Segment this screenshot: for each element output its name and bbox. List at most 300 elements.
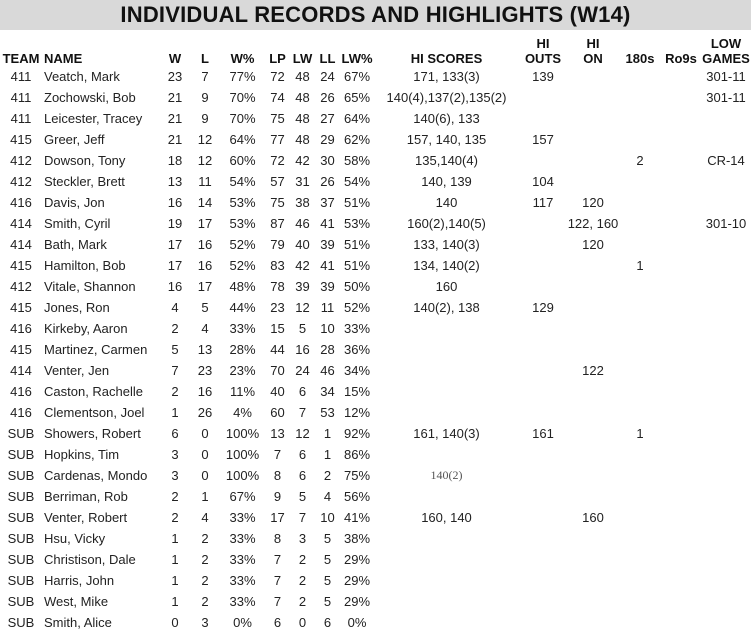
cell-hi-outs bbox=[519, 360, 567, 381]
cell-ro9s bbox=[661, 108, 701, 129]
cell-wpct: 54% bbox=[229, 174, 256, 189]
cell-name: Bath, Mark bbox=[44, 237, 107, 252]
cell-lwpct: 62% bbox=[343, 132, 371, 147]
cell-ro9s bbox=[661, 612, 701, 633]
cell-180s bbox=[619, 192, 661, 213]
cell-180s bbox=[619, 129, 661, 150]
cell-lwpct: 51% bbox=[343, 258, 371, 273]
cell-lwpct: 58% bbox=[343, 153, 371, 168]
cell-lp: 7 bbox=[273, 552, 282, 567]
cell-ro9s bbox=[661, 150, 701, 171]
cell-wpct: 44% bbox=[229, 300, 256, 315]
cell-lw: 46 bbox=[295, 216, 310, 231]
cell-low-games bbox=[701, 507, 751, 528]
cell-lw: 2 bbox=[298, 594, 307, 609]
cell-team: 412 bbox=[10, 279, 32, 294]
cell-low-games: 301-11 bbox=[706, 69, 746, 84]
cell-ro9s bbox=[661, 129, 701, 150]
cell-lw: 12 bbox=[295, 300, 310, 315]
cell-hi-outs bbox=[519, 486, 567, 507]
cell-lwpct: 56% bbox=[343, 489, 371, 504]
cell-ll: 2 bbox=[323, 468, 332, 483]
cell-ll: 10 bbox=[320, 510, 335, 525]
cell-180s bbox=[619, 444, 661, 465]
table-row bbox=[0, 255, 751, 276]
cell-ro9s bbox=[661, 360, 701, 381]
cell-180s bbox=[619, 234, 661, 255]
cell-lwpct: 29% bbox=[343, 573, 371, 588]
cell-w: 5 bbox=[171, 342, 179, 357]
cell-hi-scores: 140, 139 bbox=[421, 174, 472, 189]
cell-lp: 23 bbox=[270, 300, 285, 315]
cell-hi-on bbox=[567, 444, 619, 465]
cell-ro9s bbox=[661, 192, 701, 213]
cell-wpct: 64% bbox=[229, 132, 256, 147]
cell-hi-outs bbox=[519, 570, 567, 591]
col-header-hi-outs-line1: HI bbox=[536, 36, 550, 51]
cell-hi-outs bbox=[519, 507, 567, 528]
cell-team: SUB bbox=[7, 447, 35, 462]
cell-hi-scores: 140(4),137(2),135(2) bbox=[386, 90, 507, 105]
cell-wpct: 100% bbox=[225, 426, 260, 441]
cell-lwpct: 29% bbox=[343, 552, 371, 567]
col-header-lw: LW bbox=[292, 51, 313, 66]
table-row bbox=[0, 591, 751, 612]
cell-wpct: 53% bbox=[229, 216, 256, 231]
cell-hi-outs bbox=[519, 318, 567, 339]
cell-lw: 40 bbox=[295, 237, 310, 252]
cell-l: 17 bbox=[197, 216, 213, 231]
cell-hi-on: 122, 160 bbox=[567, 216, 619, 231]
cell-lp: 77 bbox=[270, 132, 285, 147]
cell-l: 9 bbox=[201, 111, 209, 126]
cell-180s: 2 bbox=[636, 153, 644, 168]
cell-team: SUB bbox=[7, 552, 35, 567]
cell-l: 26 bbox=[197, 405, 213, 420]
cell-ro9s bbox=[661, 87, 701, 108]
table-row bbox=[0, 297, 751, 318]
cell-ro9s bbox=[661, 528, 701, 549]
cell-lw: 38 bbox=[295, 195, 310, 210]
cell-lwpct: 75% bbox=[343, 468, 371, 483]
cell-ll: 24 bbox=[320, 69, 335, 84]
cell-hi-outs bbox=[519, 528, 567, 549]
cell-lwpct: 54% bbox=[343, 174, 371, 189]
cell-ll: 5 bbox=[323, 573, 332, 588]
cell-180s bbox=[619, 549, 661, 570]
cell-hi-scores: 171, 133(3) bbox=[413, 69, 480, 84]
cell-hi-on bbox=[567, 276, 619, 297]
cell-hi-on bbox=[567, 129, 619, 150]
cell-name: Smith, Alice bbox=[44, 615, 112, 630]
cell-hi-on bbox=[567, 171, 619, 192]
cell-ll: 5 bbox=[323, 531, 332, 546]
table-row bbox=[0, 423, 751, 444]
cell-w: 17 bbox=[167, 258, 183, 273]
cell-hi-scores bbox=[374, 381, 519, 402]
cell-180s bbox=[619, 339, 661, 360]
cell-low-games bbox=[701, 255, 751, 276]
cell-hi-on bbox=[567, 612, 619, 633]
cell-ro9s bbox=[661, 297, 701, 318]
cell-team: 414 bbox=[10, 363, 32, 378]
cell-team: 415 bbox=[10, 342, 32, 357]
table-row bbox=[0, 129, 751, 150]
col-header-180s: 180s bbox=[625, 51, 655, 66]
cell-low-games bbox=[701, 108, 751, 129]
cell-ll: 5 bbox=[323, 552, 332, 567]
cell-ll: 39 bbox=[320, 237, 335, 252]
cell-lwpct: 33% bbox=[343, 321, 371, 336]
cell-lw: 6 bbox=[298, 384, 307, 399]
cell-name: West, Mike bbox=[44, 594, 109, 609]
col-header-hi-on bbox=[567, 30, 619, 66]
table-row bbox=[0, 381, 751, 402]
cell-wpct: 23% bbox=[229, 363, 256, 378]
cell-w: 3 bbox=[171, 468, 179, 483]
cell-180s: 1 bbox=[636, 426, 644, 441]
cell-hi-scores: 140 bbox=[435, 195, 458, 210]
cell-wpct: 77% bbox=[229, 69, 256, 84]
cell-hi-outs bbox=[519, 612, 567, 633]
cell-hi-scores: 134, 140(2) bbox=[413, 258, 480, 273]
cell-180s bbox=[619, 381, 661, 402]
cell-w: 2 bbox=[171, 321, 179, 336]
table-row bbox=[0, 318, 751, 339]
cell-hi-scores bbox=[374, 318, 519, 339]
col-header-low-games-line2: GAMES bbox=[702, 51, 750, 66]
cell-ll: 46 bbox=[320, 363, 335, 378]
cell-low-games bbox=[701, 276, 751, 297]
cell-name: Showers, Robert bbox=[44, 426, 141, 441]
cell-180s bbox=[619, 213, 661, 234]
cell-hi-scores: 140(6), 133 bbox=[413, 111, 480, 126]
cell-180s bbox=[619, 276, 661, 297]
cell-hi-scores: 133, 140(3) bbox=[413, 237, 480, 252]
cell-low-games bbox=[701, 486, 751, 507]
cell-hi-on bbox=[567, 87, 619, 108]
cell-hi-scores bbox=[374, 402, 519, 423]
cell-lp: 15 bbox=[270, 321, 285, 336]
cell-180s bbox=[619, 528, 661, 549]
cell-w: 21 bbox=[167, 132, 183, 147]
cell-hi-on bbox=[567, 570, 619, 591]
col-header-hi-outs-line2: OUTS bbox=[524, 51, 562, 66]
cell-name: Jones, Ron bbox=[44, 300, 110, 315]
col-header-w: W bbox=[168, 51, 182, 66]
cell-hi-outs: 139 bbox=[532, 69, 554, 84]
cell-low-games bbox=[701, 423, 751, 444]
cell-180s bbox=[619, 486, 661, 507]
cell-w: 0 bbox=[171, 615, 179, 630]
cell-w: 16 bbox=[167, 195, 183, 210]
cell-180s bbox=[619, 87, 661, 108]
cell-lp: 74 bbox=[270, 90, 285, 105]
cell-lp: 6 bbox=[273, 615, 282, 630]
cell-low-games bbox=[701, 129, 751, 150]
table-row bbox=[0, 150, 751, 171]
cell-team: SUB bbox=[7, 510, 35, 525]
cell-w: 2 bbox=[171, 384, 179, 399]
cell-l: 23 bbox=[197, 363, 213, 378]
cell-180s bbox=[619, 465, 661, 486]
cell-low-games bbox=[701, 339, 751, 360]
col-header-ll: LL bbox=[319, 51, 336, 66]
cell-name: Zochowski, Bob bbox=[44, 90, 136, 105]
cell-hi-scores: 160(2),140(5) bbox=[407, 216, 486, 231]
cell-l: 11 bbox=[198, 174, 212, 189]
cell-lp: 79 bbox=[270, 237, 285, 252]
col-header-wpct: W% bbox=[230, 51, 255, 66]
cell-ro9s bbox=[661, 570, 701, 591]
cell-ll: 10 bbox=[320, 321, 335, 336]
cell-lp: 44 bbox=[270, 342, 285, 357]
cell-hi-outs bbox=[519, 213, 567, 234]
cell-lp: 60 bbox=[270, 405, 285, 420]
cell-name: Venter, Jen bbox=[44, 363, 110, 378]
cell-low-games bbox=[701, 192, 751, 213]
cell-ro9s bbox=[661, 276, 701, 297]
cell-hi-outs bbox=[519, 444, 567, 465]
cell-lw: 5 bbox=[298, 321, 307, 336]
cell-hi-scores: 160, 140 bbox=[421, 510, 472, 525]
cell-ro9s bbox=[661, 402, 701, 423]
cell-wpct: 33% bbox=[229, 510, 256, 525]
cell-team: 411 bbox=[10, 90, 32, 105]
cell-hi-on bbox=[567, 486, 619, 507]
cell-l: 2 bbox=[201, 573, 209, 588]
cell-lp: 40 bbox=[270, 384, 285, 399]
cell-l: 0 bbox=[201, 426, 209, 441]
cell-low-games bbox=[701, 297, 751, 318]
cell-ll: 39 bbox=[320, 279, 335, 294]
cell-hi-on: 120 bbox=[582, 195, 604, 210]
records-table bbox=[0, 30, 751, 633]
cell-ro9s bbox=[661, 234, 701, 255]
table-row bbox=[0, 486, 751, 507]
cell-lp: 17 bbox=[270, 510, 285, 525]
cell-lw: 0 bbox=[298, 615, 307, 630]
table-row bbox=[0, 360, 751, 381]
cell-ll: 37 bbox=[320, 195, 335, 210]
col-header-ro9s: Ro9s bbox=[665, 51, 697, 66]
cell-team: SUB bbox=[7, 573, 35, 588]
cell-lwpct: 34% bbox=[343, 363, 371, 378]
cell-l: 14 bbox=[197, 195, 213, 210]
cell-hi-outs bbox=[519, 381, 567, 402]
cell-wpct: 33% bbox=[229, 573, 256, 588]
cell-lw: 48 bbox=[295, 111, 310, 126]
cell-team: SUB bbox=[7, 594, 35, 609]
page-title: INDIVIDUAL RECORDS AND HIGHLIGHTS (W14) bbox=[0, 0, 751, 30]
cell-hi-outs: 117 bbox=[532, 195, 554, 210]
cell-team: SUB bbox=[7, 468, 35, 483]
cell-low-games bbox=[701, 528, 751, 549]
cell-team: 415 bbox=[10, 300, 32, 315]
cell-hi-outs: 129 bbox=[532, 300, 554, 315]
cell-ll: 27 bbox=[320, 111, 335, 126]
cell-hi-on bbox=[567, 381, 619, 402]
cell-w: 6 bbox=[171, 426, 179, 441]
cell-w: 21 bbox=[167, 90, 183, 105]
cell-ll: 26 bbox=[320, 174, 335, 189]
cell-team: 415 bbox=[10, 258, 32, 273]
cell-low-games bbox=[701, 591, 751, 612]
cell-name: Hamilton, Bob bbox=[44, 258, 126, 273]
cell-lw: 2 bbox=[298, 573, 307, 588]
cell-name: Berriman, Rob bbox=[44, 489, 128, 504]
cell-name: Veatch, Mark bbox=[44, 69, 120, 84]
cell-180s bbox=[619, 402, 661, 423]
cell-hi-on bbox=[567, 150, 619, 171]
col-header-low-games-line1: LOW bbox=[710, 36, 742, 51]
cell-ll: 30 bbox=[320, 153, 335, 168]
cell-l: 3 bbox=[201, 615, 209, 630]
cell-team: SUB bbox=[7, 489, 35, 504]
cell-hi-scores: 140(2), 138 bbox=[413, 300, 480, 315]
cell-lp: 7 bbox=[273, 573, 282, 588]
cell-ro9s bbox=[661, 486, 701, 507]
cell-low-games bbox=[701, 570, 751, 591]
cell-ro9s bbox=[661, 381, 701, 402]
cell-l: 4 bbox=[201, 510, 209, 525]
cell-ro9s bbox=[661, 171, 701, 192]
cell-lwpct: 64% bbox=[343, 111, 371, 126]
cell-lwpct: 38% bbox=[343, 531, 371, 546]
cell-180s bbox=[619, 570, 661, 591]
cell-lp: 7 bbox=[273, 447, 282, 462]
cell-name: Hsu, Vicky bbox=[44, 531, 106, 546]
cell-lwpct: 51% bbox=[343, 195, 371, 210]
table-row bbox=[0, 528, 751, 549]
cell-wpct: 100% bbox=[225, 447, 260, 462]
table-row bbox=[0, 612, 751, 633]
cell-team: 416 bbox=[10, 384, 32, 399]
cell-wpct: 52% bbox=[229, 237, 256, 252]
cell-lw: 39 bbox=[295, 279, 310, 294]
cell-team: 412 bbox=[10, 174, 32, 189]
cell-l: 9 bbox=[201, 90, 209, 105]
cell-lw: 31 bbox=[295, 174, 310, 189]
cell-low-games bbox=[701, 381, 751, 402]
cell-ro9s bbox=[661, 465, 701, 486]
cell-hi-outs bbox=[519, 402, 567, 423]
table-row bbox=[0, 444, 751, 465]
cell-name: Vitale, Shannon bbox=[44, 279, 136, 294]
col-header-hi-scores: HI SCORES bbox=[410, 51, 483, 66]
cell-lp: 87 bbox=[270, 216, 285, 231]
cell-low-games: CR-14 bbox=[707, 153, 745, 168]
cell-lwpct: 12% bbox=[343, 405, 371, 420]
cell-hi-outs bbox=[519, 234, 567, 255]
cell-wpct: 52% bbox=[229, 258, 256, 273]
cell-hi-on bbox=[567, 255, 619, 276]
cell-l: 17 bbox=[197, 279, 213, 294]
cell-w: 2 bbox=[171, 489, 179, 504]
table-row bbox=[0, 192, 751, 213]
table-row bbox=[0, 570, 751, 591]
cell-wpct: 28% bbox=[229, 342, 256, 357]
cell-lp: 7 bbox=[273, 594, 282, 609]
cell-hi-on bbox=[567, 549, 619, 570]
cell-lw: 5 bbox=[298, 489, 307, 504]
cell-lw: 2 bbox=[298, 552, 307, 567]
cell-team: 412 bbox=[10, 153, 32, 168]
cell-ro9s bbox=[661, 423, 701, 444]
col-header-lwpct: LW% bbox=[341, 51, 373, 66]
cell-name: Clementson, Joel bbox=[44, 405, 145, 420]
table-row bbox=[0, 339, 751, 360]
cell-ro9s bbox=[661, 213, 701, 234]
cell-hi-on bbox=[567, 339, 619, 360]
cell-hi-on: 120 bbox=[582, 237, 604, 252]
cell-ll: 1 bbox=[323, 447, 332, 462]
cell-l: 16 bbox=[197, 258, 213, 273]
cell-name: Leicester, Tracey bbox=[44, 111, 143, 126]
cell-name: Caston, Rachelle bbox=[44, 384, 143, 399]
cell-hi-scores bbox=[374, 339, 519, 360]
cell-wpct: 67% bbox=[229, 489, 256, 504]
col-header-l: L bbox=[201, 51, 209, 66]
cell-lwpct: 92% bbox=[343, 426, 371, 441]
cell-lp: 70 bbox=[270, 363, 285, 378]
cell-lwpct: 15% bbox=[343, 384, 371, 399]
cell-low-games bbox=[701, 171, 751, 192]
cell-lwpct: 0% bbox=[347, 615, 367, 630]
cell-hi-scores bbox=[374, 570, 519, 591]
cell-name: Smith, Cyril bbox=[44, 216, 111, 231]
cell-hi-scores bbox=[374, 444, 519, 465]
cell-name: Venter, Robert bbox=[44, 510, 128, 525]
cell-lw: 42 bbox=[295, 258, 310, 273]
cell-low-games: 301-11 bbox=[706, 90, 746, 105]
cell-l: 5 bbox=[201, 300, 209, 315]
cell-w: 17 bbox=[167, 237, 183, 252]
cell-team: 416 bbox=[10, 195, 32, 210]
cell-hi-on bbox=[567, 402, 619, 423]
cell-180s bbox=[619, 591, 661, 612]
cell-hi-on bbox=[567, 318, 619, 339]
cell-wpct: 0% bbox=[233, 615, 252, 630]
cell-ro9s bbox=[661, 318, 701, 339]
cell-lw: 48 bbox=[295, 69, 310, 84]
cell-wpct: 70% bbox=[229, 90, 256, 105]
table-row bbox=[0, 66, 751, 87]
cell-hi-outs bbox=[519, 108, 567, 129]
cell-lwpct: 86% bbox=[343, 447, 371, 462]
cell-lwpct: 36% bbox=[343, 342, 371, 357]
cell-hi-on: 122 bbox=[582, 363, 604, 378]
cell-w: 1 bbox=[171, 594, 179, 609]
cell-lp: 8 bbox=[273, 468, 282, 483]
cell-lp: 75 bbox=[270, 111, 285, 126]
cell-name: Cardenas, Mondo bbox=[44, 468, 148, 483]
cell-lwpct: 41% bbox=[343, 510, 371, 525]
cell-180s bbox=[619, 318, 661, 339]
cell-hi-scores: 157, 140, 135 bbox=[406, 132, 487, 147]
cell-180s bbox=[619, 360, 661, 381]
cell-hi-outs bbox=[519, 591, 567, 612]
cell-lw: 3 bbox=[298, 531, 307, 546]
cell-ll: 4 bbox=[323, 489, 332, 504]
cell-name: Harris, John bbox=[44, 573, 115, 588]
cell-w: 1 bbox=[171, 405, 179, 420]
cell-lw: 7 bbox=[298, 405, 307, 420]
cell-lp: 75 bbox=[270, 195, 285, 210]
cell-180s bbox=[619, 507, 661, 528]
cell-hi-scores bbox=[374, 591, 519, 612]
cell-low-games bbox=[701, 465, 751, 486]
